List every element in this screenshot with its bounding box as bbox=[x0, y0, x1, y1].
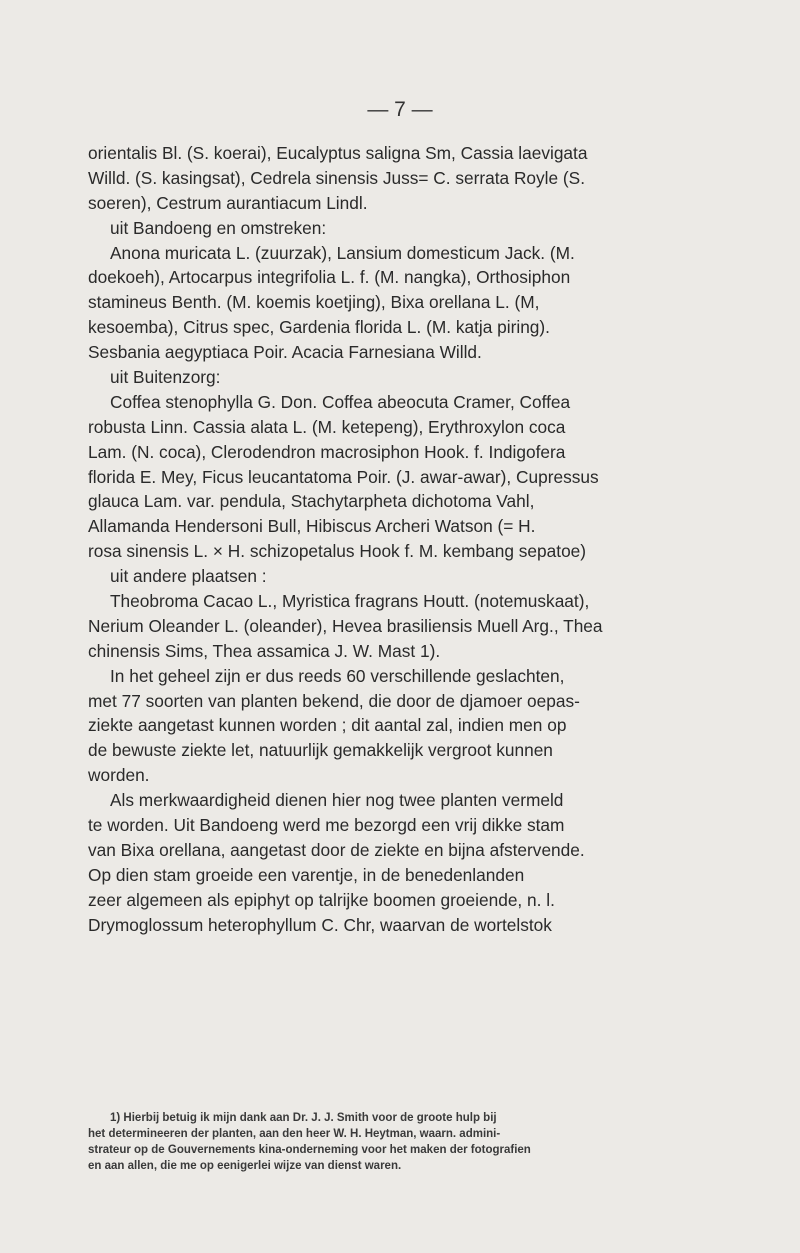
text-line: Nerium Oleander L. (oleander), Hevea brasiliensis Muell Arg., Thea bbox=[88, 615, 603, 636]
text-line: uit Buitenzorg: bbox=[110, 367, 221, 388]
text-line: met 77 soorten van planten bekend, die door de djamoer oepas- bbox=[88, 690, 580, 711]
text-line: Lam. (N. coca), Clerodendron macrosiphon Hook. f. Indigofera bbox=[88, 441, 566, 462]
text-line: Theobroma Cacao L., Myristica fragrans Houtt. (notemuskaat), bbox=[110, 591, 590, 612]
footnote-line: 1) Hierbij betuig ik mijn dank aan Dr. J. J. Smith voor de groote hulp bij bbox=[110, 1112, 497, 1124]
text-line: orientalis Bl. (S. koerai), Eucalyptus saligna Sm, Cassia laevigata bbox=[88, 143, 588, 163]
footnote bbox=[88, 1110, 748, 1174]
text-line: robusta Linn. Cassia alata L. (M. ketepeng), Erythroxylon coca bbox=[88, 416, 566, 437]
text-line: worden. bbox=[88, 765, 150, 786]
text-line: ziekte aangetast kunnen worden ; dit aantal zal, indien men op bbox=[88, 715, 567, 736]
footnote-line: strateur op de Gouvernements kina-onderneming voor het maken der fotografien bbox=[88, 1144, 531, 1156]
text-line: van Bixa orellana, aangetast door de ziekte en bijna afstervende. bbox=[88, 839, 585, 860]
text-line: de bewuste ziekte let, natuurlijk gemakkelijk vergroot kunnen bbox=[88, 740, 553, 761]
text-line: glauca Lam. var. pendula, Stachytarpheta dichotoma Vahl, bbox=[88, 491, 535, 512]
text-line: Allamanda Hendersoni Bull, Hibiscus Archeri Watson (= H. bbox=[88, 516, 536, 537]
footnote-line: en aan allen, die me op eenigerlei wijze van dienst waren. bbox=[88, 1160, 402, 1172]
text-line: stamineus Benth. (M. koemis koetjing), Bixa orellana L. (M, bbox=[88, 292, 540, 313]
text-line: chinensis Sims, Thea assamica J. W. Mast 1). bbox=[88, 640, 441, 661]
text-line: Anona muricata L. (zuurzak), Lansium domesticum Jack. (M. bbox=[110, 242, 575, 263]
text-line: doekoeh), Artocarpus integrifolia L. f. (M. nangka), Orthosiphon bbox=[88, 267, 571, 288]
text-line: uit Bandoeng en omstreken: bbox=[110, 217, 327, 238]
text-line: soeren), Cestrum aurantiacum Lindl. bbox=[88, 192, 368, 213]
text-line: florida E. Mey, Ficus leucantatoma Poir. (J. awar-awar), Cupressus bbox=[88, 466, 599, 487]
text-line: Drymoglossum heterophyllum C. Chr, waarvan de wortelstok bbox=[88, 914, 552, 935]
text-line: rosa sinensis L. × H. schizopetalus Hook f. M. kembang sepatoe) bbox=[88, 541, 587, 562]
text-line: Sesbania aegyptiaca Poir. Acacia Farnesiana Willd. bbox=[88, 342, 482, 363]
text-line: Willd. (S. kasingsat), Cedrela sinensis Juss= C. serrata Royle (S. bbox=[88, 167, 586, 188]
text-line: zeer algemeen als epiphyt op talrijke boomen groeiende, n. l. bbox=[88, 889, 555, 910]
footnote-line: het determineeren der planten, aan den heer W. H. Heytman, waarn. admini- bbox=[88, 1128, 501, 1140]
body-text bbox=[88, 141, 748, 938]
text-line: Als merkwaardigheid dienen hier nog twee planten vermeld bbox=[110, 790, 564, 811]
page-number: — 7 — bbox=[367, 98, 433, 121]
text-line: Coffea stenophylla G. Don. Coffea abeocuta Cramer, Coffea bbox=[110, 391, 571, 412]
text-line: kesoemba), Citrus spec, Gardenia florida L. (M. katja piring). bbox=[88, 317, 550, 338]
text-line: uit andere plaatsen : bbox=[110, 566, 267, 587]
text-line: In het geheel zijn er dus reeds 60 verschillende geslachten, bbox=[110, 665, 565, 686]
text-line: te worden. Uit Bandoeng werd me bezorgd een vrij dikke stam bbox=[88, 815, 565, 836]
text-line: Op dien stam groeide een varentje, in de benedenlanden bbox=[88, 864, 525, 885]
